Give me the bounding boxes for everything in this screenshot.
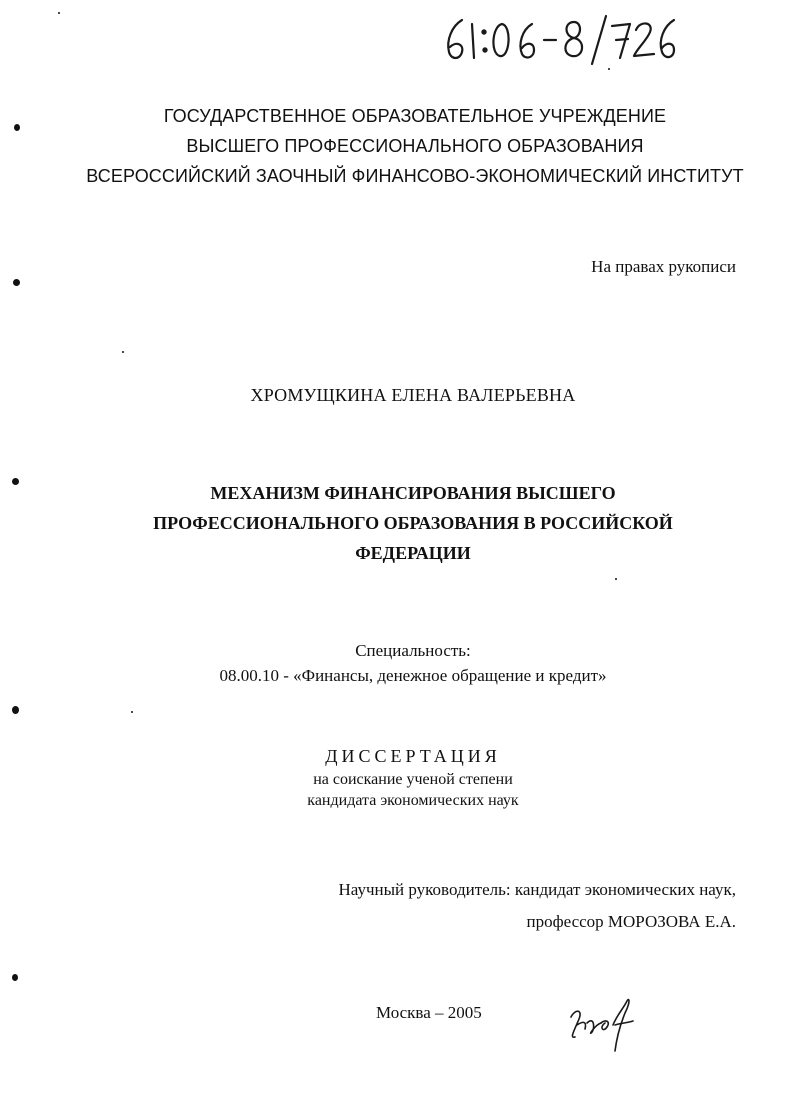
scan-speck bbox=[12, 706, 19, 714]
scan-speck bbox=[14, 124, 20, 131]
scan-speck bbox=[131, 711, 133, 713]
scan-speck bbox=[122, 351, 124, 353]
handwritten-signature bbox=[565, 995, 645, 1055]
city-year: Москва – 2005 bbox=[376, 1003, 482, 1022]
degree-line-2: кандидата экономических наук bbox=[307, 792, 519, 809]
degree-block bbox=[0, 744, 796, 811]
scan-speck bbox=[12, 974, 18, 981]
author-name: ХРОМУЩКИНА ЕЛЕНА ВАЛЕРЬЕВНА bbox=[250, 385, 576, 405]
specialty-block bbox=[0, 638, 796, 688]
scan-speck bbox=[58, 12, 60, 14]
manuscript-note: На правах рукописи bbox=[591, 257, 736, 276]
scan-speck bbox=[13, 279, 20, 286]
title-line-3: ФЕДЕРАЦИИ bbox=[355, 543, 471, 563]
dissertation-heading: ДИССЕРТАЦИЯ bbox=[325, 746, 501, 766]
institution-line-3: ВСЕРОССИЙСКИЙ ЗАОЧНЫЙ ФИНАНСОВО-ЭКОНОМИЧЕСКИЙ ИНСТИТУТ bbox=[86, 166, 744, 186]
handwritten-archive-code bbox=[440, 14, 680, 66]
degree-line-1: на соискание ученой степени bbox=[313, 771, 513, 788]
scan-speck bbox=[615, 578, 617, 580]
dissertation-title bbox=[0, 478, 796, 568]
title-line-2: ПРОФЕССИОНАЛЬНОГО ОБРАЗОВАНИЯ В РОССИЙСКОЙ bbox=[153, 513, 673, 533]
supervisor-line-1: Научный руководитель: кандидат экономических наук, bbox=[338, 880, 736, 899]
specialty-label: Специальность: bbox=[355, 641, 471, 660]
scan-speck bbox=[12, 478, 19, 485]
supervisor-block bbox=[276, 874, 736, 938]
title-line-1: МЕХАНИЗМ ФИНАНСИРОВАНИЯ ВЫСШЕГО bbox=[210, 483, 616, 503]
institution-line-2: ВЫСШЕГО ПРОФЕССИОНАЛЬНОГО ОБРАЗОВАНИЯ bbox=[186, 136, 644, 156]
institution-line-1: ГОСУДАРСТВЕННОЕ ОБРАЗОВАТЕЛЬНОЕ УЧРЕЖДЕНИЕ bbox=[163, 106, 667, 126]
institution-name bbox=[0, 101, 796, 191]
supervisor-line-2: профессор МОРОЗОВА Е.А. bbox=[526, 912, 736, 931]
scan-speck bbox=[608, 68, 610, 70]
specialty-value: 08.00.10 - «Финансы, денежное обращение и кредит» bbox=[219, 666, 607, 685]
